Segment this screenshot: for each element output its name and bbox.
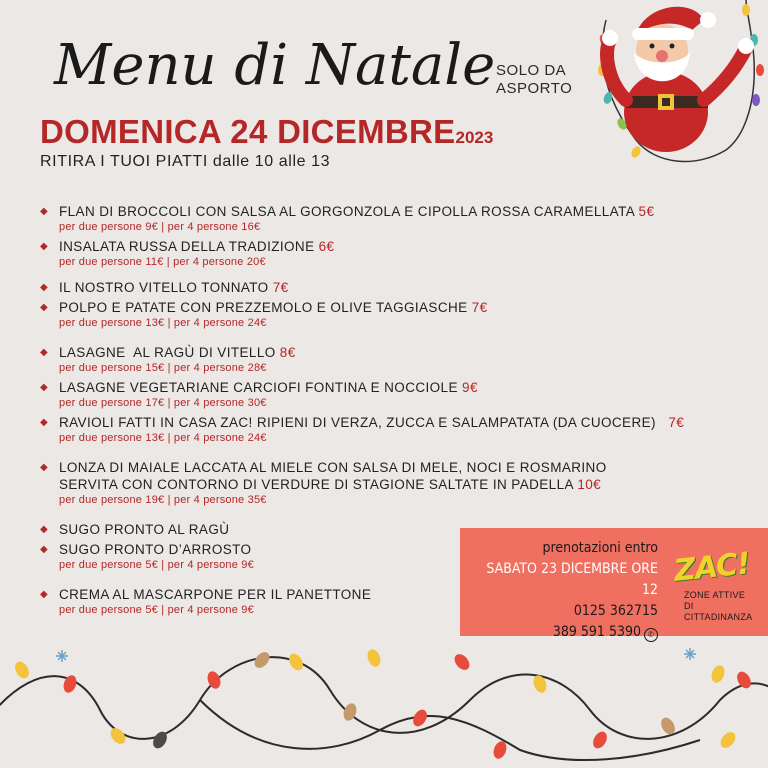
diamond-bullet-icon: ◆	[40, 347, 48, 358]
menu-item-price: 7€	[471, 300, 488, 315]
menu-item-portions: per due persone 5€ | per 4 persone 9€	[59, 559, 254, 571]
zac-logo	[672, 546, 762, 622]
menu-item-name: RAVIOLI FATTI IN CASA ZAC! RIPIENI DI VERZA, ZUCCA E SALAMPATATA (DA CUOCERE) 7€	[59, 415, 685, 430]
menu-item	[40, 299, 740, 331]
menu-item	[40, 459, 740, 508]
diamond-bullet-icon: ◆	[40, 544, 48, 555]
menu-item-price: 8€	[279, 345, 296, 360]
page-title: Menu di Natale	[54, 33, 496, 98]
menu-item-name: IL NOSTRO VITELLO TONNATO 7€	[59, 280, 289, 295]
menu-item-price: 7€	[668, 415, 685, 430]
takeaway-note	[496, 62, 572, 98]
menu-item	[40, 203, 740, 235]
menu-item-portions: per due persone 9€ | per 4 persone 16€	[59, 221, 261, 233]
diamond-bullet-icon: ◆	[40, 282, 48, 293]
menu-item	[40, 238, 740, 270]
menu-item-name: FLAN DI BROCCOLI CON SALSA AL GORGONZOLA E CIPOLLA ROSSA CARAMELLATA 5€	[59, 204, 655, 219]
booking-box	[460, 528, 768, 640]
menu-item-price: 5€	[638, 204, 655, 219]
booking-info	[468, 538, 658, 643]
takeaway-note-line1: SOLO DA	[496, 62, 567, 79]
menu-item	[40, 344, 740, 376]
menu-item-portions: per due persone 17€ | per 4 persone 30€	[59, 397, 267, 409]
menu-item-portions: per due persone 15€ | per 4 persone 28€	[59, 362, 267, 374]
menu-item-name: CREMA AL MASCARPONE PER IL PANETTONE	[59, 587, 372, 602]
menu-item-portions: per due persone 13€ | per 4 persone 24€	[59, 432, 267, 444]
event-date-text: DOMENICA 24 DICEMBRE	[40, 113, 456, 150]
diamond-bullet-icon: ◆	[40, 589, 48, 600]
menu-item-name: LONZA DI MAIALE LACCATA AL MIELE CON SALSA DI MELE, NOCI E ROSMARINO	[59, 460, 607, 475]
event-date	[40, 114, 493, 156]
menu-item-portions: per due persone 19€ | per 4 persone 35€	[59, 494, 267, 506]
menu-item-price: 10€	[577, 477, 602, 492]
whatsapp-icon: ✆	[644, 628, 658, 642]
snowflake-icon	[56, 650, 68, 662]
pickup-hours: RITIRA I TUOI PIATTI dalle 10 alle 13	[40, 153, 331, 170]
diamond-bullet-icon: ◆	[40, 382, 48, 393]
menu-item-price: 6€	[318, 239, 335, 254]
diamond-bullet-icon: ◆	[40, 302, 48, 313]
booking-deadline-label: prenotazioni entro	[542, 540, 658, 556]
menu-item	[40, 414, 740, 446]
menu-item-price: 9€	[462, 380, 478, 395]
phone-landline[interactable]: 0125 362715	[573, 603, 658, 619]
menu-item-name: POLPO E PATATE CON PREZZEMOLO E OLIVE TAGGIASCHE 7€	[59, 300, 488, 315]
christmas-lights-illustration	[0, 640, 768, 768]
diamond-bullet-icon: ◆	[40, 417, 48, 428]
phone-mobile[interactable]: 389 591 5390	[552, 624, 641, 640]
menu-item-name: LASAGNE VEGETARIANE CARCIOFI FONTINA E NOCCIOLE 9€	[59, 380, 478, 395]
diamond-bullet-icon: ◆	[40, 462, 48, 473]
zac-logo-subtitle	[684, 590, 764, 623]
menu-item-name-continued: SERVITA CON CONTORNO DI VERDURE DI STAGIONE SALTATE IN PADELLA 10€	[59, 477, 602, 492]
menu-item-name: INSALATA RUSSA DELLA TRADIZIONE 6€	[59, 239, 335, 254]
diamond-bullet-icon: ◆	[40, 241, 48, 252]
zac-logo-text: ZAC!	[672, 546, 752, 589]
menu-item	[40, 379, 740, 411]
event-year: 2023	[455, 128, 494, 147]
booking-deadline: SABATO 23 DICEMBRE ORE 12	[486, 561, 658, 598]
menu-item-name: SUGO PRONTO AL RAGÙ	[59, 522, 230, 537]
menu-item-price: 7€	[272, 280, 289, 295]
zac-logo-subtitle-line2: DI CITTADINANZA	[684, 601, 753, 622]
santa-illustration	[596, 0, 768, 170]
menu-item-name: SUGO PRONTO D’ARROSTO	[59, 542, 252, 557]
menu-item-portions: per due persone 11€ | per 4 persone 20€	[59, 256, 266, 268]
snowflake-icon	[684, 648, 696, 660]
zac-logo-subtitle-line1: ZONE ATTIVE	[684, 590, 746, 600]
menu-item-portions: per due persone 5€ | per 4 persone 9€	[59, 604, 254, 616]
menu-item	[40, 279, 740, 296]
menu-item-portions: per due persone 13€ | per 4 persone 24€	[59, 317, 267, 329]
light-bulbs	[12, 647, 753, 760]
menu-item-name: LASAGNE AL RAGÙ DI VITELLO 8€	[59, 345, 296, 360]
diamond-bullet-icon: ◆	[40, 206, 48, 217]
takeaway-note-line2: ASPORTO	[496, 80, 573, 97]
diamond-bullet-icon: ◆	[40, 524, 48, 535]
